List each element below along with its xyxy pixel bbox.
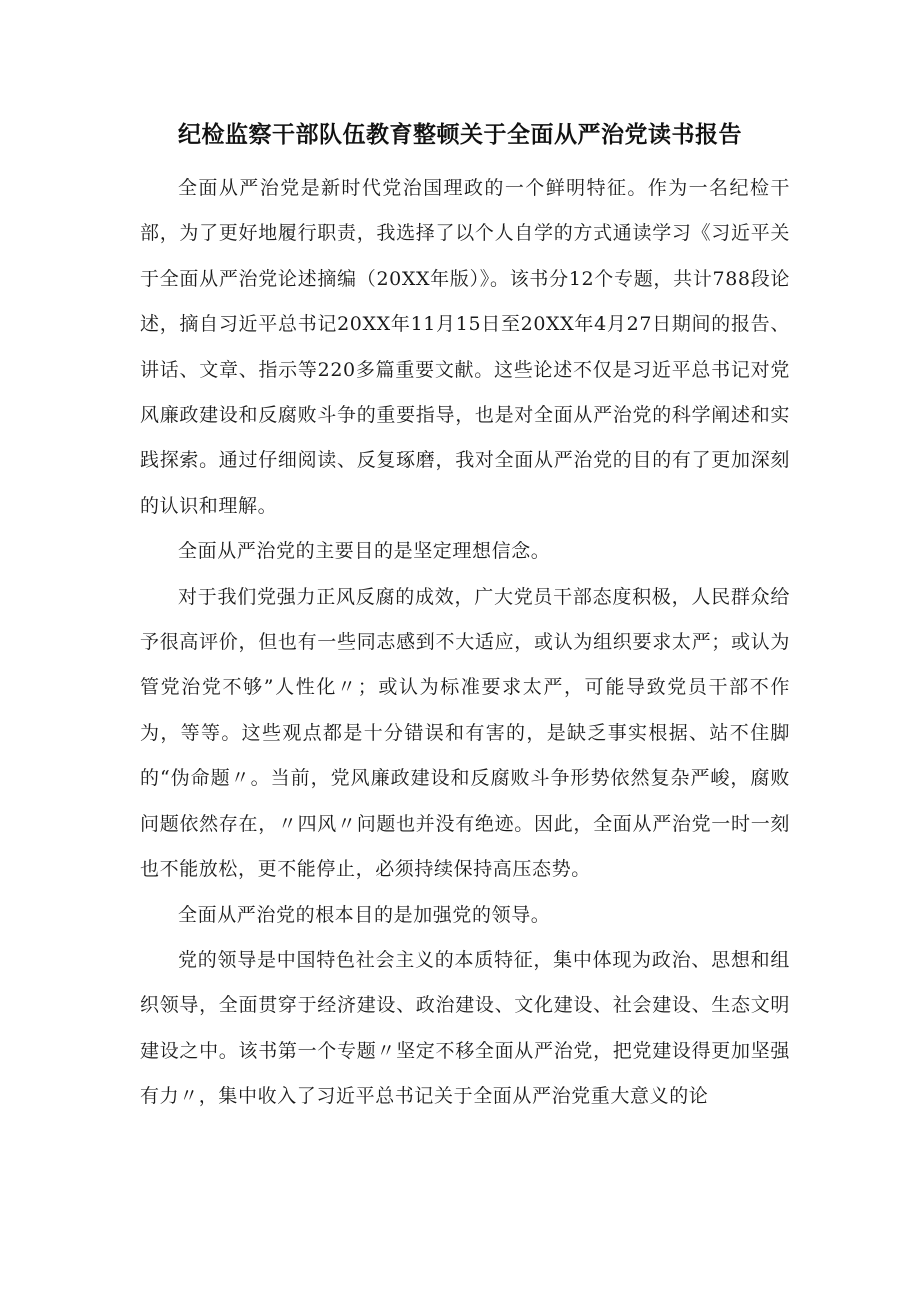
paragraph-heading-root-purpose: 全面从严治党的根本目的是加强党的领导。 [178,903,551,926]
paragraph-heading-main-purpose: 全面从严治党的主要目的是坚定理想信念。 [178,540,551,563]
paragraph-root-purpose: 党的领导是中国特色社会主义的本质特征，集中体现为政治、思想和组织领导，全面贯穿于经济建设、政治建设、文化建设、社会建设、生态文明建设之中。该书第一个专题〃坚定不移全面从严治党，把党建设得更加坚强有力〃，集中收入了习近平总书记关于全面从严治党重大意义的论 [140,948,790,1108]
document-title: 纪检监察干部队伍教育整顿关于全面从严治党读书报告 [178,122,742,148]
paragraph-intro: 全面从严治党是新时代党治国理政的一个鲜明特征。作为一名纪检干部，为了更好地履行职责，我选择了以个人自学的方式通读学习《习近平关于全面从严治党论述摘编（20XX年版）》。该书分12个专题，共计788段论述，摘自习近平总书记20XX年11月15日至20XX年4月27日期间的报告、讲话、文章、指示等220多篇重要文献。这些论述不仅是习近平总书记对党风廉政建设和反腐败斗争的重要指导，也是对全面从严治党的科学阐述和实践探索。通过仔细阅读、反复琢磨，我对全面从严治党的目的有了更加深刻的认识和理解。 [140,177,790,517]
paragraph-main-purpose: 对于我们党强力正风反腐的成效，广大党员干部态度积极，人民群众给予很高评价，但也有一些同志感到不大适应，或认为组织要求太严；或认为管党治党不够”人性化〃；或认为标准要求太严，可能导致党员干部不作为，等等。这些观点都是十分错误和有害的，是缺乏事实根据、站不住脚的“伪命题〃。当前，党风廉政建设和反腐败斗争形势依然复杂严峻，腐败问题依然存在，〃四风〃问题也并没有绝迹。因此，全面从严治党一时一刻也不能放松，更不能停止，必须持续保持高压态势。 [140,585,790,881]
document-body [140,166,790,1120]
